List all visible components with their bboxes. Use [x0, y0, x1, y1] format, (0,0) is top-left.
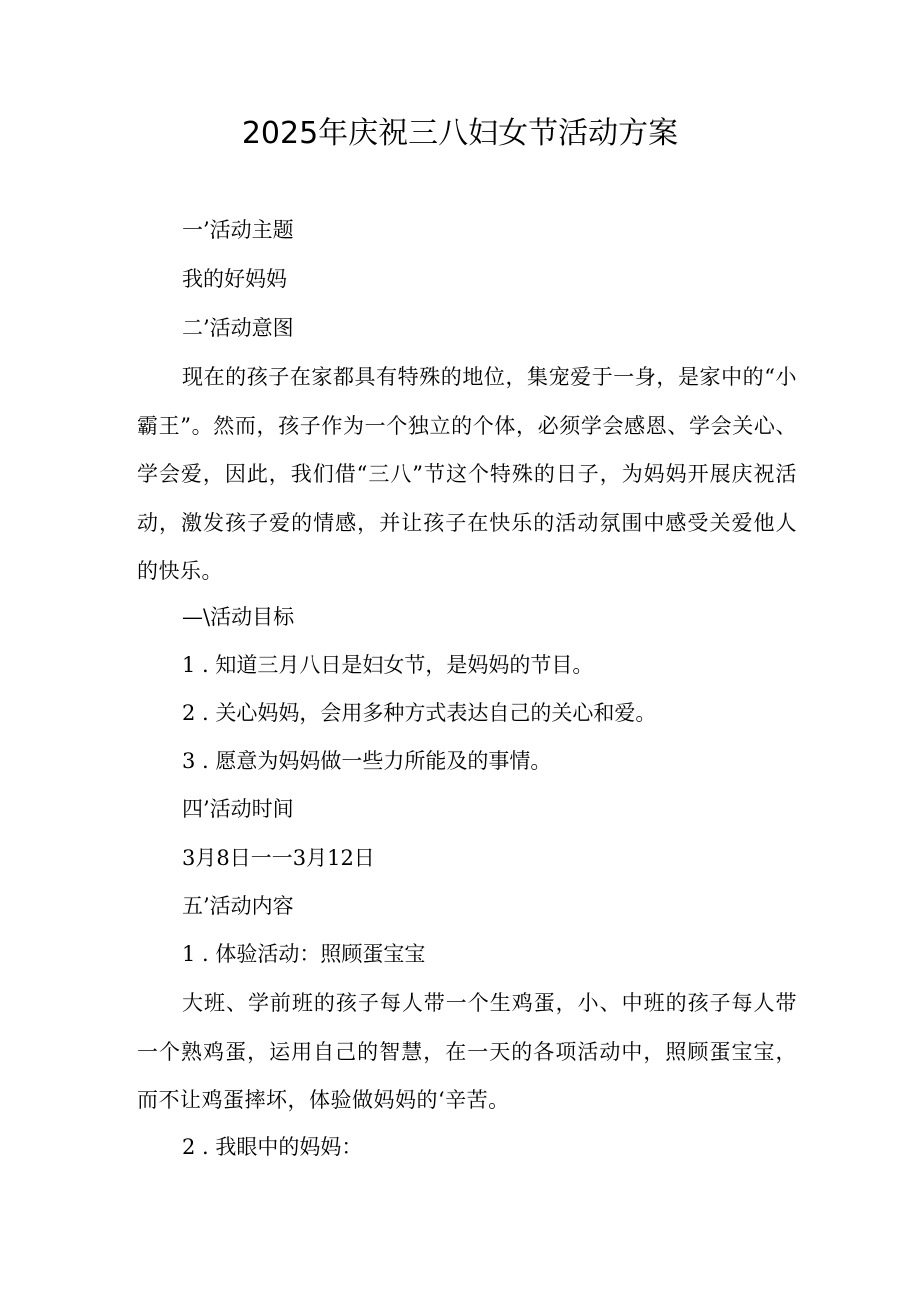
content2-heading: 2 . 我眼中的妈妈：	[182, 1135, 363, 1159]
document-title: 2025年庆祝三八妇女节活动方案	[241, 116, 679, 151]
section3-heading: —\活动目标	[182, 605, 295, 629]
theme-text: 我的好妈妈	[182, 267, 287, 291]
goal-item-1: 1 . 知道三月八日是妇女节，是妈妈的节目。	[182, 653, 594, 677]
section4-heading: 四’活动时间	[182, 797, 294, 821]
goal-item-2: 2 . 关心妈妈，会用多种方式表达自己的关心和爱。	[182, 701, 657, 725]
content1-heading: 1 . 体验活动：照顾蛋宝宝	[182, 942, 426, 966]
content1-paragraph: 大班、学前班的孩子每人带一个生鸡蛋，小、中班的孩子每人带一个熟鸡蛋，运用自己的智慧，在一天的各项活动中，照顾蛋宝宝，而不让鸡蛋摔坏，体验做妈妈的‘辛苦。	[137, 991, 797, 1112]
section1-heading: 一’活动主题	[182, 218, 294, 242]
section2-heading: 二’活动意图	[182, 316, 294, 340]
section5-heading: 五’活动内容	[182, 894, 294, 918]
goal-item-3: 3 . 愿意为妈妈做一些力所能及的事情。	[182, 749, 552, 773]
time-text: 3月8日一一3月12日	[182, 846, 375, 870]
intent-paragraph: 现在的孩子在家都具有特殊的地位，集宠爱于一身，是家中的“小霸王”。然而，孩子作为一个独立的个体，必须学会感恩、学会关心、学会爱，因此，我们借“三八”节这个特殊的日子，为妈妈开展庆祝活动，激发孩子爱的情感，并让孩子在快乐的活动氛围中感受关爱他人的快乐。	[137, 365, 797, 583]
